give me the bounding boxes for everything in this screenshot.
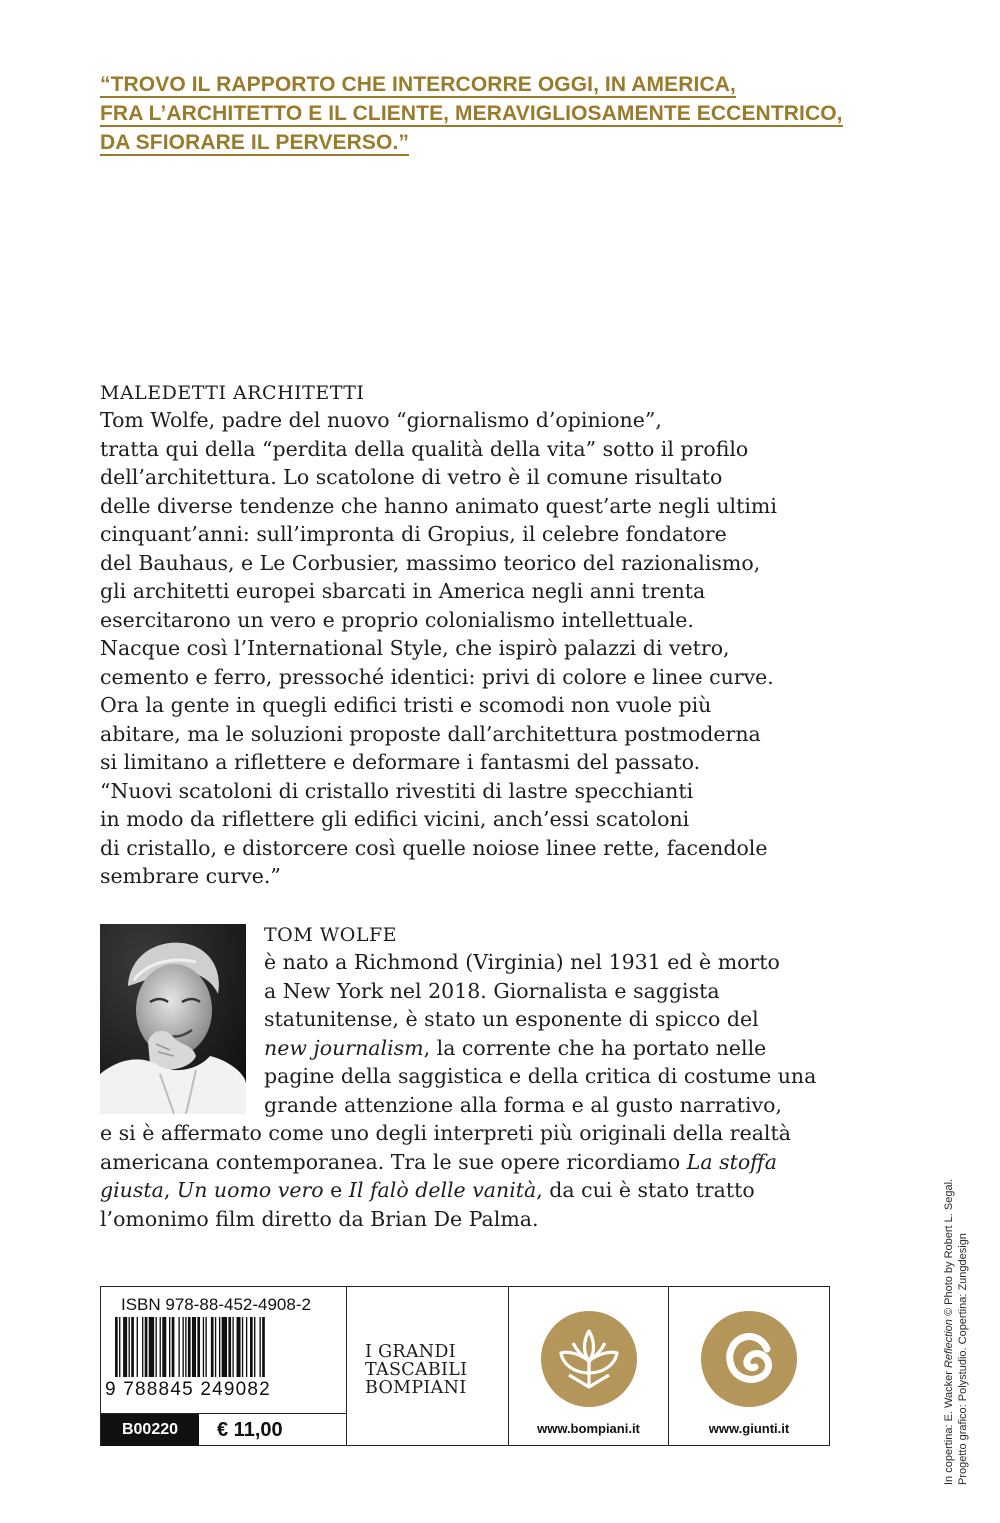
- work-title: giusta: [100, 1178, 164, 1202]
- barcode-bar: [259, 1317, 260, 1377]
- bompiani-cell: [509, 1287, 669, 1445]
- giunti-site[interactable]: www.giunti.it: [708, 1421, 790, 1436]
- series-line: I GRANDI: [365, 1342, 456, 1362]
- description-line: dell’architettura. Lo scatolone di vetro è il comune risultato: [100, 465, 723, 489]
- description-line: Ora la gente in quegli edifici tristi e scomodi non vuole più: [100, 693, 712, 717]
- barcode-bar: [172, 1317, 175, 1377]
- spiral-icon: [699, 1309, 799, 1409]
- description-line: di cristallo, e distorcere così quelle noiose linee rette, facendole: [100, 835, 768, 860]
- barcode-bar: [137, 1317, 138, 1377]
- code-price-row: [101, 1413, 346, 1446]
- bio-line: new journalism, la corrente che ha portato nelle: [264, 1035, 767, 1060]
- giunti-cell: [669, 1287, 829, 1445]
- series-line: BOMPIANI: [365, 1378, 467, 1398]
- bio-line: grande attenzione alla forma e al gusto narrativo,: [264, 1092, 783, 1117]
- author-bio-bottom: [100, 1119, 791, 1233]
- barcode-bar: [254, 1317, 255, 1377]
- barcode-bar: [169, 1317, 170, 1377]
- price-label: € 11,00: [217, 1419, 283, 1441]
- barcode-bar: [129, 1317, 130, 1377]
- barcode-bar: [142, 1317, 143, 1377]
- barcode-bar: [215, 1317, 216, 1377]
- barcode-bar: [222, 1317, 227, 1377]
- work-title: La stoffa: [686, 1149, 777, 1174]
- quote-line-1: “TROVO IL RAPPORTO CHE INTERCORRE OGGI, IN AMERICA,: [100, 73, 736, 96]
- book-title: MALEDETTI ARCHITETTI: [100, 382, 365, 404]
- barcode-bar: [149, 1317, 154, 1377]
- barcode-bar: [162, 1317, 166, 1377]
- barcode-bar: [119, 1317, 120, 1377]
- author-photo: [100, 924, 246, 1114]
- description-line: Nacque così l’International Style, che ispirò palazzi di vetro,: [100, 636, 730, 660]
- barcode-bar: [156, 1317, 157, 1377]
- description-line: gli architetti europei sbarcati in America negli anni trenta: [100, 579, 706, 603]
- barcode-bar: [203, 1317, 204, 1377]
- product-code-badge: B00220: [101, 1414, 199, 1446]
- bio-line: americana contemporanea. Tra le sue opere ricordiamo La stoffa: [100, 1149, 777, 1174]
- description-line: si limitano a riflettere e deformare i fantasmi del passato.: [100, 750, 701, 774]
- barcode-bar: [178, 1317, 179, 1377]
- barcode-bar: [197, 1317, 200, 1377]
- barcode-bar: [188, 1317, 191, 1377]
- barcode-bar: [183, 1317, 184, 1377]
- barcode-icon: [111, 1317, 337, 1377]
- barcode-bar: [237, 1317, 241, 1377]
- credits-line-1: In copertina: E. Wacker Reflection © Photo by Robert L. Segal.: [943, 1178, 955, 1485]
- barcode-bar: [232, 1317, 233, 1377]
- isbn-label: ISBN 978-88-452-4908-2: [121, 1295, 311, 1314]
- cover-credits: [942, 1179, 970, 1485]
- bio-line: a New York nel 2018. Giornalista e saggista: [264, 978, 720, 1003]
- bio-line: è nato a Richmond (Virginia) nel 1931 ed è morto: [264, 950, 780, 974]
- barcode-bar: [219, 1317, 220, 1377]
- description-line: abitare, ma le soluzioni proposte dall’architettura postmoderna: [100, 721, 761, 746]
- barcode-bar: [160, 1317, 161, 1377]
- author-portrait-icon: [100, 924, 246, 1114]
- cover-quote: [100, 70, 860, 157]
- barcode-bar: [211, 1317, 214, 1377]
- description-line: Tom Wolfe, padre del nuovo “giornalismo d’opinione”,: [100, 408, 662, 432]
- bompiani-site[interactable]: www.bompiani.it: [537, 1421, 640, 1436]
- description-line: “Nuovi scatoloni di cristallo rivestiti di lastre specchianti: [100, 778, 694, 803]
- description-line: in modo da riflettere gli edifici vicini, anch’essi scatoloni: [100, 807, 690, 831]
- series-line: TASCABILI: [365, 1360, 468, 1380]
- description-line: delle diverse tendenze che hanno animato quest’arte negli ultimi: [100, 493, 777, 518]
- book-description: [100, 406, 777, 891]
- bio-line: l’omonimo film diretto da Brian De Palma.: [100, 1206, 539, 1231]
- description-line: tratta qui della “perdita della qualità della vita” sotto il profilo: [100, 436, 749, 461]
- lotus-icon: [539, 1309, 639, 1409]
- work-title: Un uomo vero: [176, 1178, 324, 1202]
- barcode-bar: [246, 1317, 247, 1377]
- barcode-bar: [145, 1317, 148, 1377]
- description-line: esercitarono un vero e proprio colonialismo intellettuale.: [100, 607, 694, 632]
- bio-line: e si è affermato come uno degli interpreti più originali della realtà: [100, 1121, 791, 1145]
- barcode-bar: [205, 1317, 206, 1377]
- bio-line: statunitense, è stato un esponente di spicco del: [264, 1007, 759, 1031]
- barcode-cell: [101, 1287, 347, 1445]
- barcode-bar: [228, 1317, 231, 1377]
- credits-line-2: Progetto grafico: Polystudio. Copertina: Zungdesign: [957, 1233, 969, 1485]
- description-line: cemento e ferro, pressoché identici: privi di colore e linee curve.: [100, 664, 774, 689]
- description-line: sembrare curve.”: [100, 864, 281, 888]
- barcode-bar: [242, 1317, 243, 1377]
- author-bio-top: [264, 948, 816, 1119]
- series-name: [365, 1343, 467, 1397]
- bio-line: pagine della saggistica e della critica di costume una: [264, 1064, 817, 1088]
- author-name: TOM WOLFE: [264, 924, 398, 946]
- series-cell: [347, 1287, 509, 1445]
- description-line: cinquant’anni: sull’impronta di Gropius, il celebre fondatore: [100, 522, 727, 546]
- barcode-bar: [250, 1317, 253, 1377]
- barcode-bar: [192, 1317, 196, 1377]
- barcode-bar: [185, 1317, 186, 1377]
- quote-line-3: DA SFIORARE IL PERVERSO.”: [100, 131, 409, 154]
- barcode-bar: [131, 1317, 134, 1377]
- barcode-bar: [262, 1317, 265, 1377]
- new-journalism-term: new journalism: [264, 1035, 424, 1060]
- publisher-box: [100, 1286, 830, 1446]
- barcode-bar: [123, 1317, 127, 1377]
- barcode-digits: 9 788845 249082: [105, 1379, 271, 1400]
- description-line: del Bauhaus, e Le Corbusier, massimo teorico del razionalismo,: [100, 550, 761, 575]
- bio-line: giusta, Un uomo vero e Il falò delle vanità, da cui è stato tratto: [100, 1178, 755, 1202]
- quote-line-2: FRA L’ARCHITETTO E IL CLIENTE, MERAVIGLIOSAMENTE ECCENTRICO,: [100, 102, 843, 125]
- work-title: Il falò delle vanità: [348, 1178, 537, 1202]
- barcode-bar: [115, 1317, 118, 1377]
